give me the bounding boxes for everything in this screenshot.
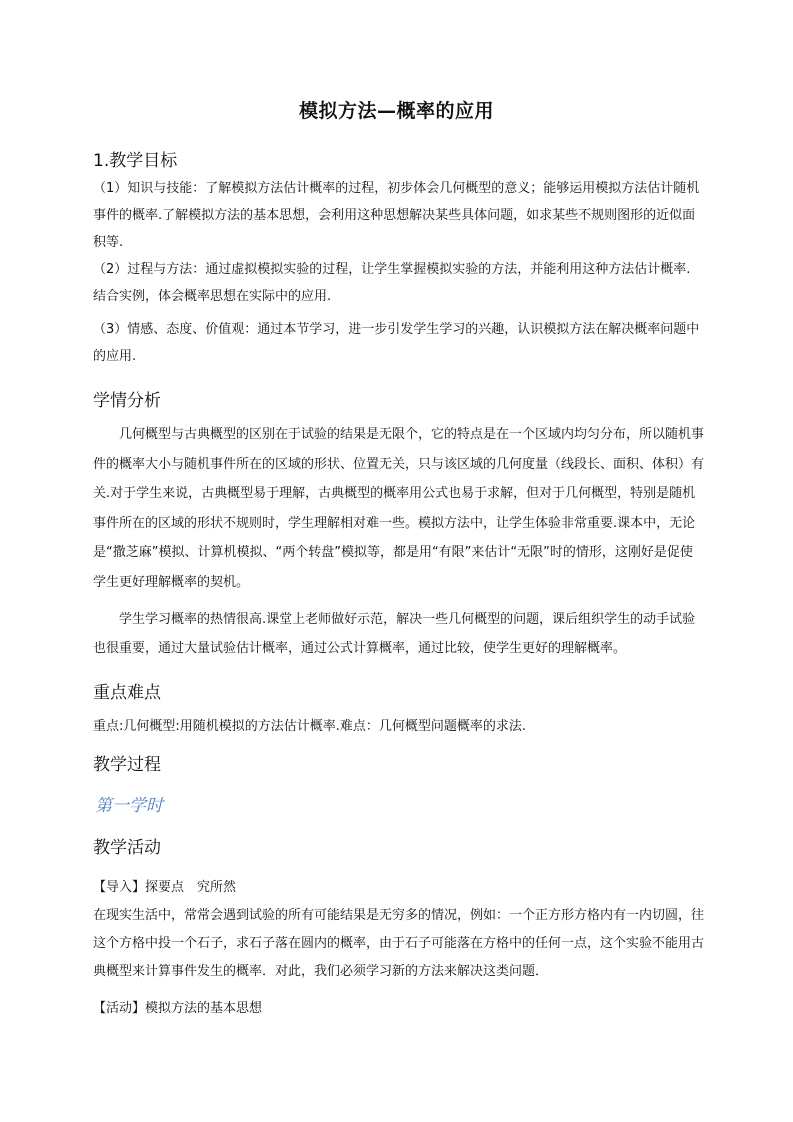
section-heading-key-points: 重点难点 bbox=[93, 683, 161, 703]
objective-item-1: （1）知识与技能：了解模拟方法估计概率的过程，初步体会几何概型的意义；能够运用模拟方法估计随机事件的概率.了解模拟方法的基本思想，会利用这种思想解决某些具体问题，如求某些不规则图形的近似面积等. bbox=[93, 181, 700, 250]
objective-item-2: （2）过程与方法：通过虚拟模拟实验的过程，让学生掌握模拟实验的方法，并能利用这种方法估计概率. 结合实例，体会概率思想在实际中的应用. bbox=[93, 262, 691, 304]
lesson-label: 第一学时 bbox=[95, 796, 163, 816]
document-title: 模拟方法—概率的应用 bbox=[298, 100, 494, 122]
activity-label: 【活动】模拟方法的基本思想 bbox=[93, 1001, 263, 1016]
section-heading-activities: 教学活动 bbox=[93, 838, 161, 858]
section-heading-process: 教学过程 bbox=[93, 755, 161, 775]
section-heading-analysis: 学情分析 bbox=[93, 391, 161, 411]
intro-label: 【导入】探要点 究所然 bbox=[93, 880, 237, 895]
intro-text: 在现实生活中，常常会遇到试验的所有可能结果是无穷多的情况，例如：一个正方形方格内有一内切圆，往这个方格中投一个石子，求石子落在圆内的概率，由于石子可能落在方格中的任何一点，这个实验不能用古典概型来计算事件发生的概率．对此，我们必须学习新的方法来解决这类问题． bbox=[93, 908, 705, 979]
objective-item-3: （3）情感、态度、价值观：通过本节学习，进一步引发学生学习的兴趣，认识模拟方法在解决概率问题中的应用. bbox=[93, 322, 700, 364]
analysis-paragraph-2: 学生学习概率的热情很高.课堂上老师做好示范，解决一些几何概型的问题，课后组织学生的动手试验也很重要，通过大量试验估计概率，通过公式计算概率，通过比较，使学生更好的理解概率。 bbox=[93, 612, 696, 656]
section-heading-objectives: 1.教学目标 bbox=[93, 151, 178, 171]
key-points-text: 重点:几何概型:用随机模拟的方法估计概率.难点：几何概型问题概率的求法. bbox=[93, 719, 527, 734]
analysis-paragraph-1: 几何概型与古典概型的区别在于试验的结果是无限个，它的特点是在一个区域内均匀分布，所以随机事件的概率大小与随机事件所在的区域的形状、位置无关，只与该区域的几何度量（线段长、面积、体积）有关.对于学生来说，古典概型易于理解，古典概型的概率用公式也易于求解，但对于几何概型，特别是随机事件所在的区域的形状不规则时，学生理解相对难一些。模拟方法中，让学生体验非常重要.课本中，无论是“撒芝麻”模拟、计算机模拟、“两个转盘”模拟等，都是用“有限”来估计“无限”时的情形，这刚好是促使学生更好理解概率的契机。 bbox=[93, 427, 705, 590]
